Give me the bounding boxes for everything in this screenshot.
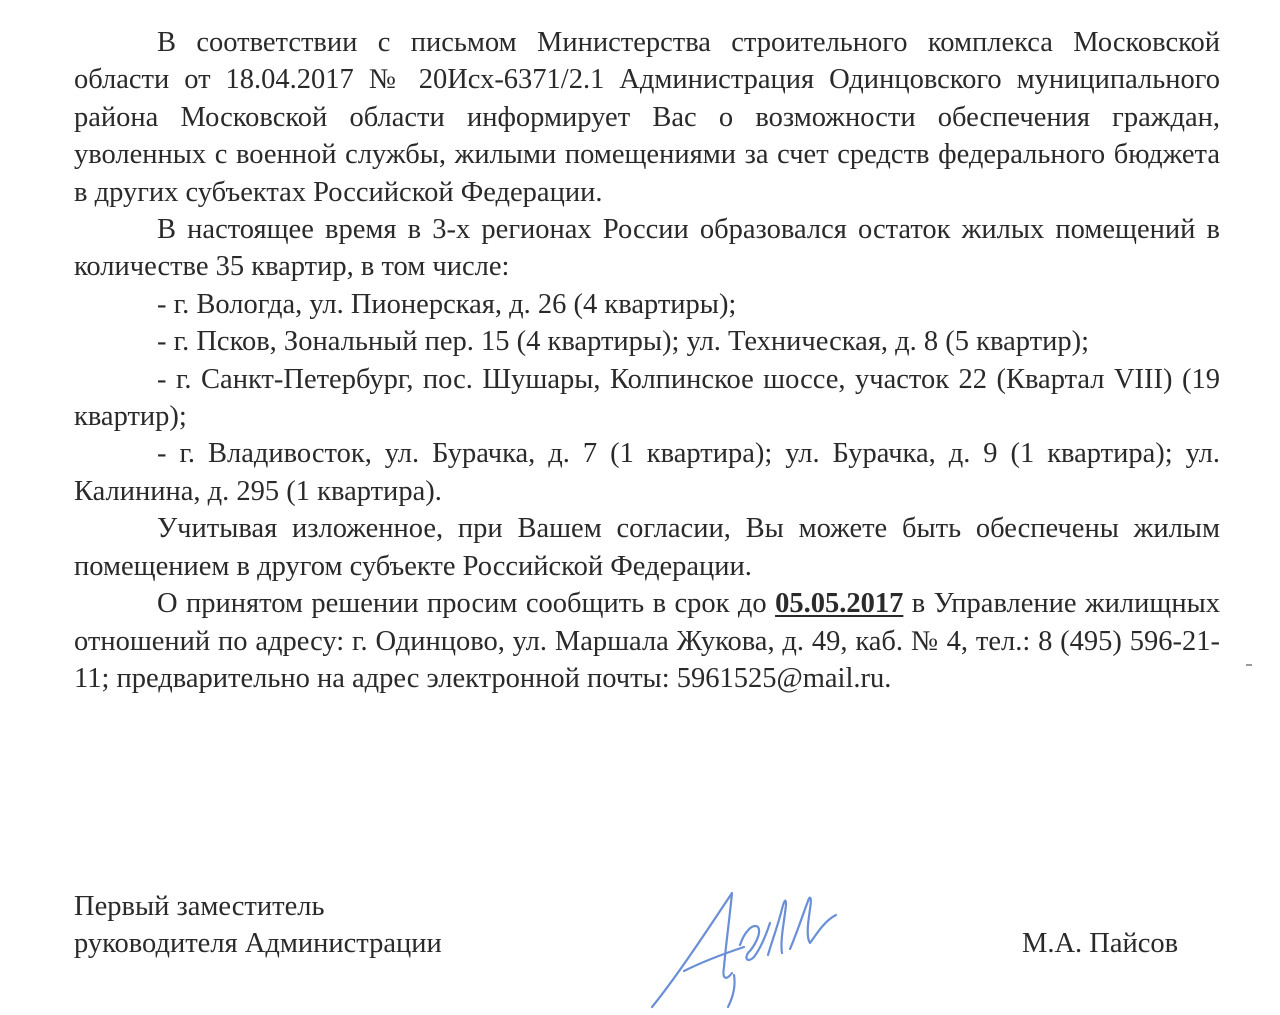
response-text-after: в Управление жилищных отношений по адресу: г. Одинцово, ул. Маршала Жукова, д. 49, каб. № 4, тел.: 8 (495) 596-21-11; предварительно на адрес электронной почты: 5961525@mail.ru. [74,588,1221,694]
paragraph-regions: В настоящее время в 3-х регионах России образовался остаток жилых помещений в количестве 35 квартир, в том числе: [74,214,1220,283]
margin-mark [1246,664,1252,666]
signatory-position [74,888,442,963]
response-text-before: О принятом решении просим сообщить в срок до [157,588,776,620]
position-line-1: Первый заместитель [74,891,325,922]
deadline-date: 05.05.2017 [775,588,904,620]
paragraph-consent: Учитывая изложенное, при Вашем согласии, Вы можете быть обеспечены жилым помещением в другом субъекте Российской Федерации. [74,513,1220,582]
list-item-vladivostok: - г. Владивосток, ул. Бурачка, д. 7 (1 квартира); ул. Бурачка, д. 9 (1 квартира); ул. Калинина, д. 295 (1 квартира). [74,438,1220,507]
signer-name: М.А. Пайсов [1022,928,1179,959]
list-item-pskov: - г. Псков, Зональный пер. 15 (4 квартиры); ул. Техническая, д. 8 (5 квартир); [157,326,1089,358]
list-item-saint-petersburg: - г. Санкт-Петербург, пос. Шушары, Колпинское шоссе, участок 22 (Квартал VIII) (19 квартир); [74,363,1220,433]
handwritten-signature [640,875,860,1015]
position-line-2: руководителя Администрации [74,928,442,960]
letter-body [74,24,1220,697]
paragraph-intro: В соответствии с письмом Министерства строительного комплекса Московской области от 18.04.2017 № 20Исх-6371/2.1 Администрация Одинцовского муниципального района Московской области информирует Вас о возможности обеспечения граждан, уволенных с военной службы, жилыми помещениями за счет средств федерального бюджета в других субъектах Российской Федерации. [74,27,1220,208]
list-item-vologda: - г. Вологда, ул. Пионерская, д. 26 (4 квартиры); [157,288,737,320]
paragraph-response-request [74,585,1220,697]
